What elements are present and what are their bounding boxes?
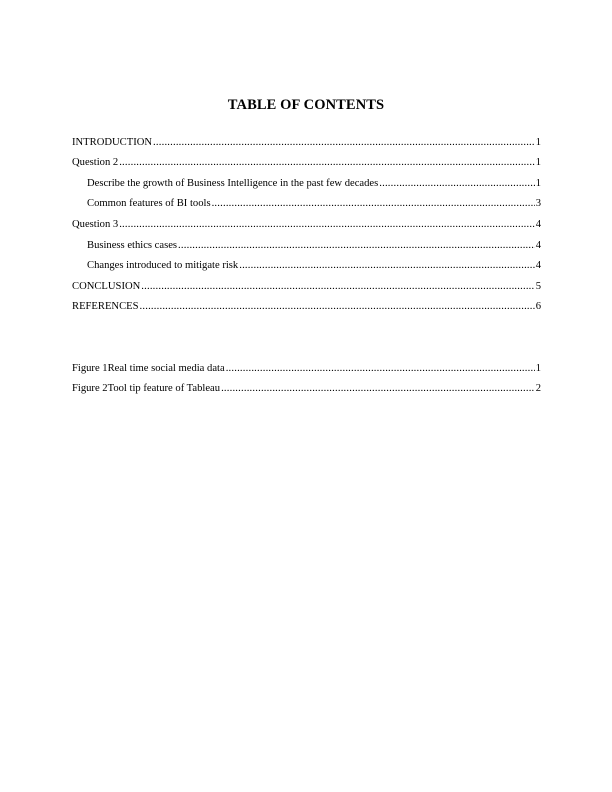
- toc-page-number: 3: [535, 198, 541, 210]
- toc-entry-bi-tools[interactable]: [72, 190, 541, 211]
- dot-leader: [140, 301, 535, 313]
- toc-entry-question-2[interactable]: [72, 149, 541, 170]
- figure-page-number: 2: [535, 383, 541, 395]
- toc-page-number: 4: [535, 239, 541, 251]
- table-of-contents: [72, 128, 541, 313]
- toc-entry-introduction[interactable]: [72, 128, 541, 149]
- toc-page-number: 1: [535, 136, 541, 148]
- toc-entry-references[interactable]: [72, 293, 541, 314]
- toc-page-number: 5: [535, 280, 541, 292]
- dot-leader: [379, 178, 534, 190]
- toc-entry-label: Business ethics cases: [87, 239, 178, 251]
- dot-leader: [221, 383, 535, 395]
- toc-entry-label: Common features of BI tools: [87, 198, 211, 210]
- figure-entry-label: Figure 2Tool tip feature of Tableau: [72, 383, 221, 395]
- dot-leader: [226, 363, 535, 375]
- toc-entry-ethics-cases[interactable]: [72, 231, 541, 252]
- toc-page-number: 4: [535, 260, 541, 272]
- toc-entry-label: Question 3: [72, 218, 119, 230]
- toc-entry-question-3[interactable]: [72, 210, 541, 231]
- toc-page-number: 4: [535, 218, 541, 230]
- toc-entry-label: REFERENCES: [72, 301, 139, 313]
- figure-entry-2[interactable]: [72, 375, 541, 396]
- figure-entry-label: Figure 1Real time social media data: [72, 362, 225, 374]
- toc-entry-label: INTRODUCTION: [72, 136, 153, 148]
- dot-leader: [119, 219, 535, 231]
- toc-entry-conclusion[interactable]: [72, 272, 541, 293]
- list-of-figures: [72, 354, 541, 395]
- toc-entry-label: Question 2: [72, 157, 119, 169]
- toc-entry-label: Describe the growth of Business Intelligence in the past few decades: [87, 177, 379, 189]
- dot-leader: [119, 157, 535, 169]
- dot-leader: [239, 260, 534, 272]
- dot-leader: [141, 281, 534, 293]
- dot-leader: [153, 137, 535, 149]
- toc-page-number: 1: [535, 157, 541, 169]
- dot-leader: [212, 198, 535, 210]
- toc-entry-bi-growth[interactable]: [72, 169, 541, 190]
- toc-entry-label: CONCLUSION: [72, 280, 141, 292]
- toc-entry-label: Changes introduced to mitigate risk: [87, 260, 239, 272]
- toc-page-number: 6: [535, 301, 541, 313]
- toc-entry-mitigate-risk[interactable]: [72, 252, 541, 273]
- figure-entry-1[interactable]: [72, 354, 541, 375]
- page-title: TABLE OF CONTENTS: [227, 97, 385, 113]
- figure-page-number: 1: [535, 362, 541, 374]
- dot-leader: [178, 240, 535, 252]
- toc-page-number: 1: [535, 177, 541, 189]
